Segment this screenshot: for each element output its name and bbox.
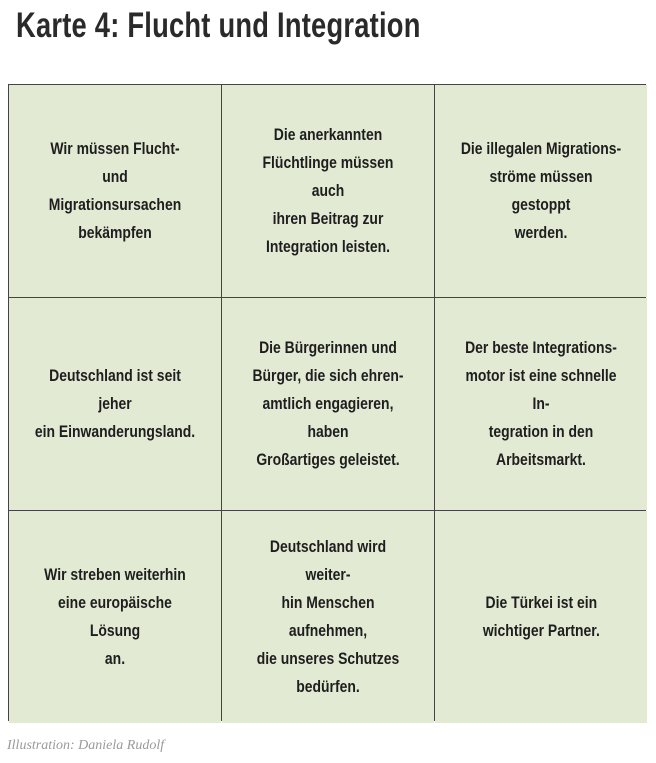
statement-card [222, 298, 434, 510]
statement-text: Deutschland wird weiter- hin Menschen aufnehmen, die unseres Schutzes bedürfen. [256, 537, 400, 696]
statement-card [435, 298, 647, 510]
statement-text: Wir streben weiterhin eine europäische Lösung an. [44, 565, 186, 668]
statement-text: Deutschland ist seit jeher ein Einwanderungsland. [34, 366, 196, 441]
statement-card [222, 511, 434, 723]
statement-card [222, 85, 434, 297]
page-title: Karte 4: Flucht und Integration [16, 6, 421, 45]
statement-card [9, 85, 221, 297]
statement-grid [8, 84, 646, 721]
statement-card [9, 511, 221, 723]
statement-text: Die Türkei ist ein wichtiger Partner. [482, 593, 600, 640]
statement-text: Die illegalen Migrations- ströme müssen gestoppt werden. [460, 139, 622, 242]
statement-text: Wir müssen Flucht- und Migrationsursachen bekämpfen [48, 139, 182, 242]
statement-text: Der beste Integrations- motor ist eine schnelle In- tegration in den Arbeitsmarkt. [465, 338, 617, 469]
statement-text: Die anerkannten Flüchtlinge müssen auch ihren Beitrag zur Integration leisten. [262, 125, 394, 256]
statement-card [9, 298, 221, 510]
statement-card [435, 511, 647, 723]
statement-text: Die Bürgerinnen und Bürger, die sich ehren- amtlich engagieren, haben Großartiges geleistet. [252, 338, 404, 469]
illustration-credit: Illustration: Daniela Rudolf [7, 738, 165, 753]
statement-card [435, 85, 647, 297]
